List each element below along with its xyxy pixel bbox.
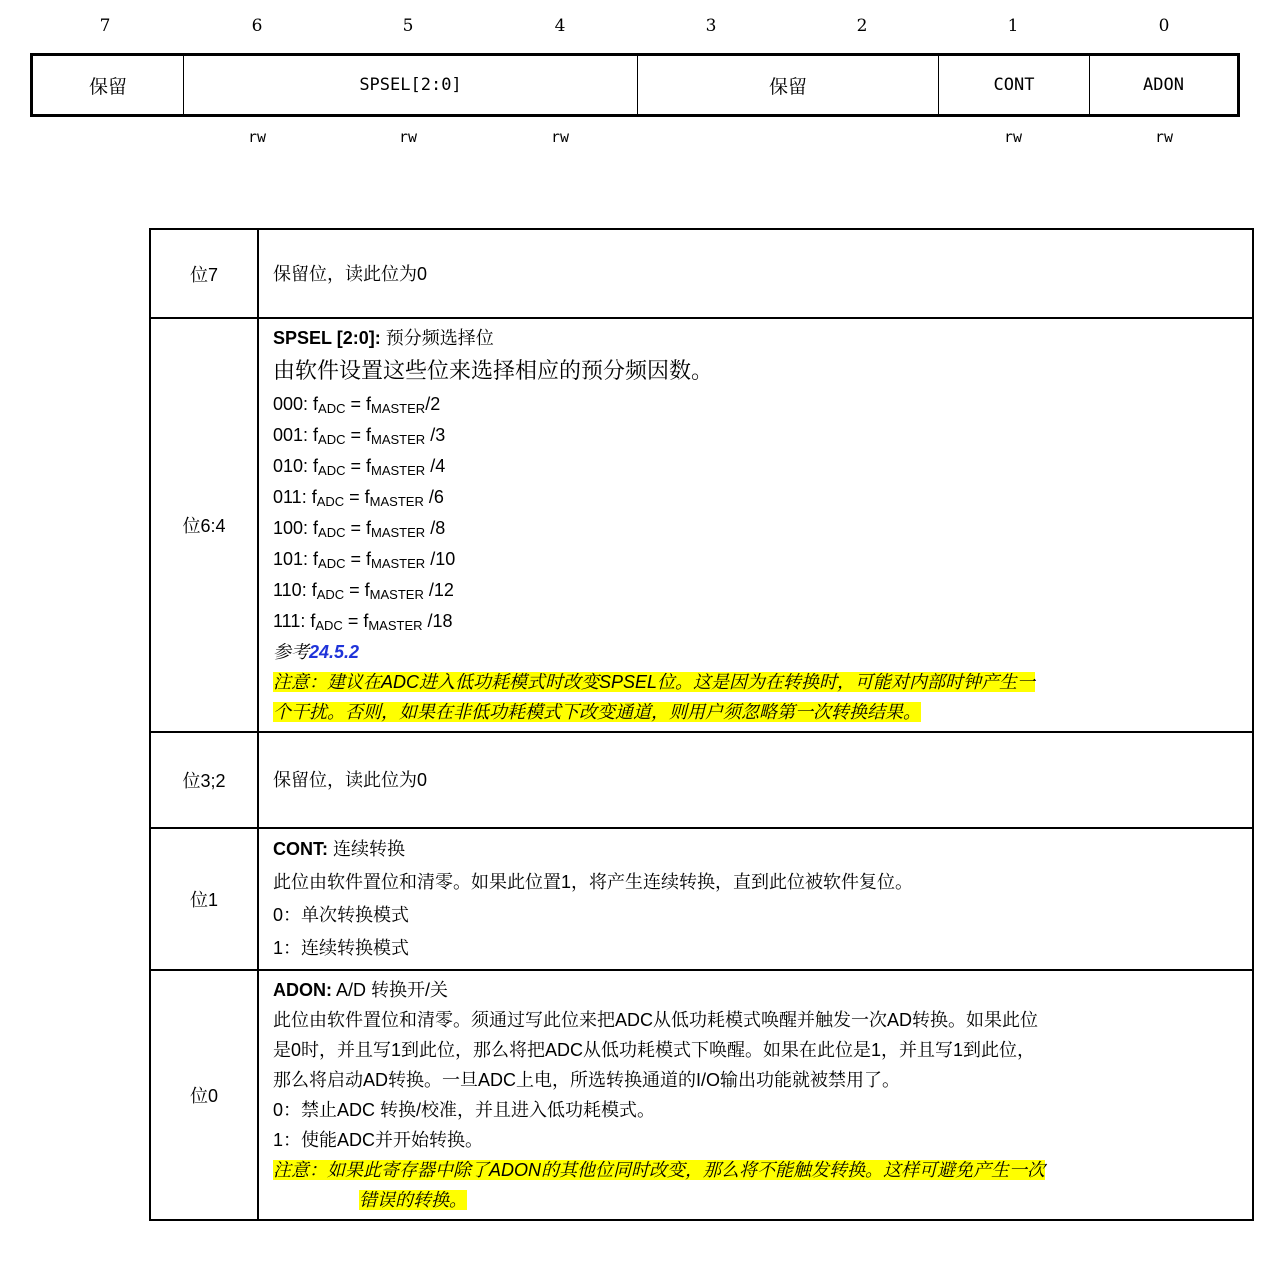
bit-label: 位0 xyxy=(150,970,258,1220)
field-caption: 连续转换 xyxy=(328,839,406,859)
field-adon: ADON xyxy=(1143,75,1184,95)
table-row xyxy=(150,970,1253,1220)
field-spsel: SPSEL[2:0] xyxy=(184,56,638,114)
note-line: 个干扰。否则，如果在非低功耗模式下改变通道，则用户须忽略第一次转换结果。 xyxy=(273,702,921,722)
bit-number: 0 xyxy=(1158,16,1170,36)
field-caption: A/D 转换开/关 xyxy=(332,980,449,1000)
option-line: 000: $f_{ADC} = f_{MASTER}/2$ xyxy=(273,394,441,416)
bit-number: 7 xyxy=(99,16,111,36)
table-row xyxy=(150,318,1253,732)
bit-description xyxy=(258,318,1253,732)
note-line: 注意：如果此寄存器中除了ADON的其他位同时改变，那么将不能触发转换。这样可避免产生一次 xyxy=(273,1160,1046,1180)
field-name: ADON: xyxy=(273,980,332,1000)
field-intro: 由软件设置这些位来选择相应的预分频因数。 xyxy=(273,358,714,383)
note-line: 错误的转换。 xyxy=(359,1190,467,1210)
field-name: SPSEL [2:0]: xyxy=(273,328,381,348)
reference-line xyxy=(273,637,1240,667)
table-row xyxy=(150,732,1253,828)
table-row xyxy=(150,828,1253,970)
field-desc: 那么将启动AD转换。一旦ADC上电，所选转换通道的I/O输出功能就被禁用了。 xyxy=(273,1070,901,1090)
bit-description xyxy=(258,970,1253,1220)
bit-description-table xyxy=(149,228,1254,1221)
option-line: 101: $f_{ADC} = f_{MASTER}$ /10 xyxy=(273,549,456,571)
field-reserved-7: 保留 xyxy=(33,56,184,114)
bit-label: 位1 xyxy=(150,828,258,970)
reference-prefix: 参考 xyxy=(273,642,309,662)
access-type: rw xyxy=(1003,128,1023,146)
option-line: 111: $f_{ADC} = f_{MASTER}$ /18 xyxy=(273,611,453,633)
bit-number: 3 xyxy=(705,16,717,36)
field-title xyxy=(273,975,1240,1005)
field-caption: 预分频选择位 xyxy=(380,328,494,348)
note-line: 注意：建议在ADC进入低功耗模式时改变SPSEL位。这是因为在转换时，可能对内部时钟产生一 xyxy=(273,672,1036,692)
field-cont: CONT xyxy=(939,56,1090,114)
bit-number: 5 xyxy=(402,16,414,36)
field-title xyxy=(273,833,1240,866)
option-line: 010: $f_{ADC} = f_{MASTER}$ /4 xyxy=(273,456,446,478)
bit-number: 1 xyxy=(1007,16,1019,36)
section-link[interactable]: 24.5.2 xyxy=(309,642,360,662)
bit-number: 2 xyxy=(856,16,868,36)
field-desc: 此位由软件置位和清零。须通过写此位来把ADC从低功耗模式唤醒并触发一次AD转换。如果此位 xyxy=(273,1010,1039,1030)
bit-description: 保留位，读此位为0 xyxy=(258,732,1253,828)
field-desc: 此位由软件置位和清零。如果此位置1，将产生连续转换，直到此位被软件复位。 xyxy=(273,872,914,892)
field-title xyxy=(273,323,1240,353)
bit-label: 位7 xyxy=(150,229,258,318)
field-desc: 是0时，并且写1到此位，那么将把ADC从低功耗模式下唤醒。如果在此位是1，并且写1到此位， xyxy=(273,1040,1036,1060)
option-line: 001: $f_{ADC} = f_{MASTER}$ /3 xyxy=(273,425,446,447)
bit-description: 保留位，读此位为0 xyxy=(258,229,1253,318)
access-type: rw xyxy=(1154,128,1174,146)
access-type-row xyxy=(30,128,1240,152)
option-line: 100: $f_{ADC} = f_{MASTER}$ /8 xyxy=(273,518,446,540)
access-type: rw xyxy=(398,128,418,146)
field-reserved-3-2: 保留 xyxy=(638,56,939,114)
table-row xyxy=(150,229,1253,318)
option-line: 011: $f_{ADC} = f_{MASTER}$ /6 xyxy=(273,487,444,509)
bit-description xyxy=(258,828,1253,970)
access-type: rw xyxy=(550,128,570,146)
option-line: 0：禁止ADC 转换/校准，并且进入低功耗模式。 xyxy=(273,1100,656,1120)
access-type: rw xyxy=(247,128,267,146)
bit-number: 6 xyxy=(251,16,263,36)
option-line: 1：使能ADC并开始转换。 xyxy=(273,1130,484,1150)
bit-label: 位3;2 xyxy=(150,732,258,828)
register-field-map xyxy=(30,53,1240,117)
bit-number-row xyxy=(30,16,1240,40)
option-line: 0：单次转换模式 xyxy=(273,905,410,925)
field-name: CONT: xyxy=(273,839,328,859)
bit-label: 位6:4 xyxy=(150,318,258,732)
option-line: 1：连续转换模式 xyxy=(273,938,410,958)
option-line: 110: $f_{ADC} = f_{MASTER}$ /12 xyxy=(273,580,454,602)
bit-number: 4 xyxy=(554,16,566,36)
